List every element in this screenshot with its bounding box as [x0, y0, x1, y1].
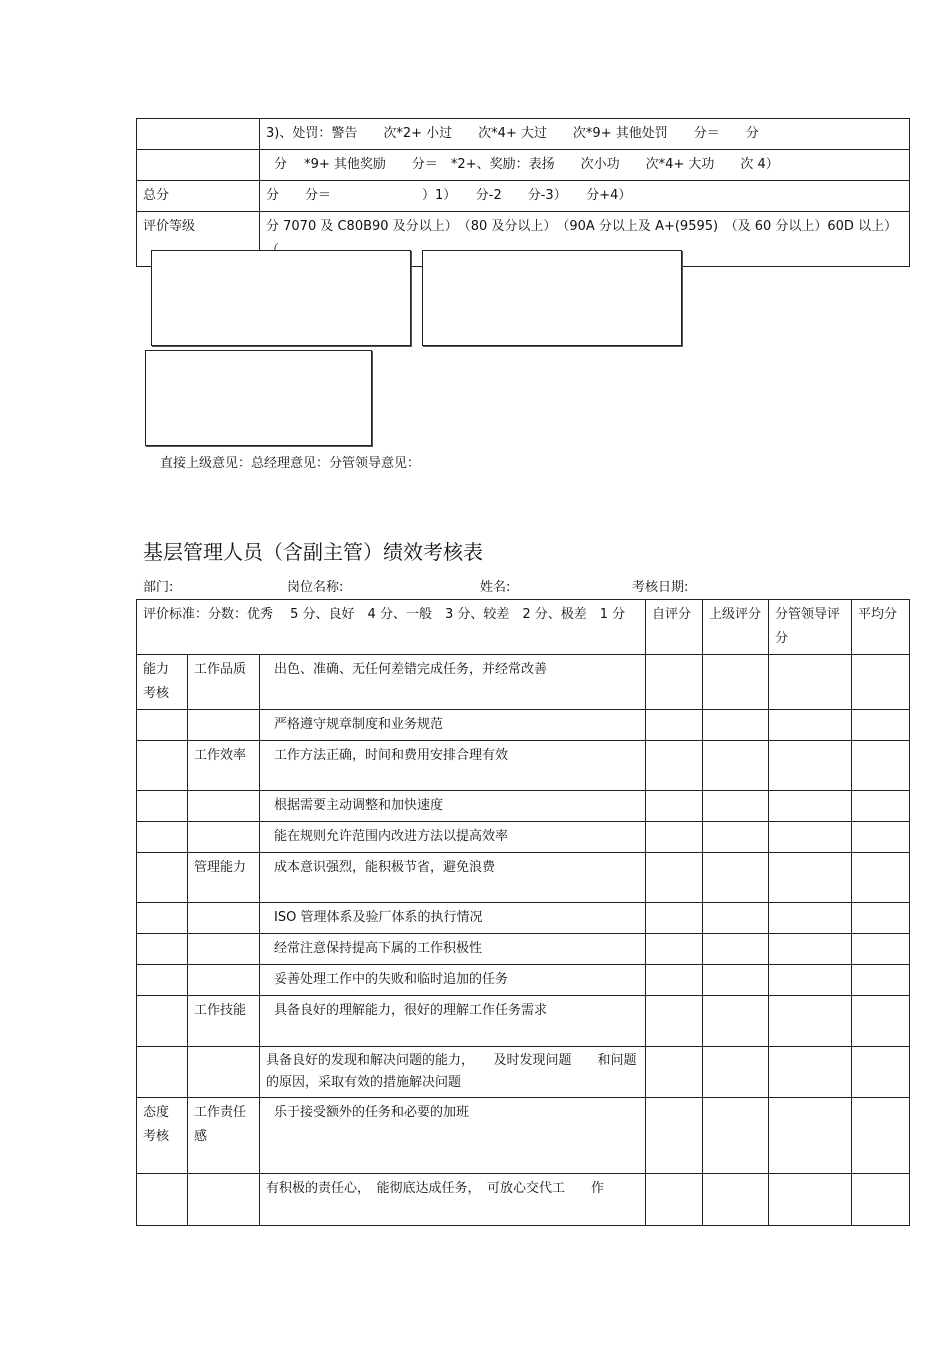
score-cell[interactable]: [703, 965, 769, 996]
division-leader-opinion-box[interactable]: [145, 350, 372, 446]
score-cell[interactable]: [703, 791, 769, 822]
score-cell[interactable]: [646, 791, 703, 822]
total-row: 分 分＝ ）1） 分-2 分-3） 分+4）: [260, 181, 910, 212]
score-cell[interactable]: [769, 853, 852, 903]
category-cell: 态度考核: [137, 1098, 188, 1174]
table-row: [137, 903, 910, 934]
score-cell[interactable]: [852, 965, 910, 996]
score-cell[interactable]: [852, 903, 910, 934]
score-cell[interactable]: [646, 934, 703, 965]
table-row: [137, 934, 910, 965]
score-cell[interactable]: [703, 903, 769, 934]
self-score-header: 自评分: [646, 600, 703, 655]
category-cell: [137, 710, 188, 741]
subcategory-cell: [188, 822, 260, 853]
subcategory-cell: [188, 934, 260, 965]
subcategory-cell: [188, 710, 260, 741]
general-manager-opinion-box[interactable]: [422, 250, 682, 346]
subcategory-cell: 管理能力: [188, 853, 260, 903]
grade-row: 分 7070 及 C80B90 及分以上） （80 及分以上） （90A 分以上及 A+(9595) （及 60 分以上）60D 以上）: [260, 212, 910, 267]
item-cell: 具备良好的理解能力，很好的理解工作任务需求: [260, 996, 646, 1047]
score-cell[interactable]: [646, 655, 703, 710]
total-label: 总分: [137, 181, 260, 212]
score-cell[interactable]: [852, 655, 910, 710]
score-cell[interactable]: [852, 934, 910, 965]
table-row: [137, 996, 910, 1047]
table-row: [137, 1047, 910, 1098]
score-cell[interactable]: [646, 822, 703, 853]
name-label: 姓名:: [480, 580, 511, 595]
score-cell[interactable]: [646, 853, 703, 903]
grade-label: 评价等级: [137, 212, 260, 267]
category-cell: [137, 965, 188, 996]
score-cell[interactable]: [703, 822, 769, 853]
subcategory-cell: [188, 965, 260, 996]
score-cell[interactable]: [703, 1047, 769, 1098]
row-label: [137, 150, 260, 181]
score-cell[interactable]: [769, 1047, 852, 1098]
table-row: [137, 741, 910, 791]
item-cell: 出色、准确、无任何差错完成任务，并经常改善: [260, 655, 646, 710]
evaluation-table: [136, 599, 910, 1226]
table-row: [137, 655, 910, 710]
penalty-row: 3)、处罚：警告 次*2+ 小过 次*4+ 大过 次*9+ 其他处罚 分＝ 分: [260, 119, 910, 150]
subcategory-cell: 工作效率: [188, 741, 260, 791]
subcategory-cell: 工作技能: [188, 996, 260, 1047]
score-cell[interactable]: [646, 741, 703, 791]
item-cell: 乐于接受额外的任务和必要的加班: [260, 1098, 646, 1174]
score-cell[interactable]: [769, 710, 852, 741]
category-cell: [137, 1174, 188, 1226]
criteria-header: 评价标准：分数：优秀 5 分、良好 4 分、一般 3 分、较差 2 分、极差 1 分: [137, 600, 646, 655]
department-label: 部门:: [143, 580, 174, 595]
score-cell[interactable]: [703, 853, 769, 903]
row-label: [137, 119, 260, 150]
position-label: 岗位名称:: [287, 580, 344, 595]
score-cell[interactable]: [769, 1174, 852, 1226]
score-cell[interactable]: [703, 655, 769, 710]
item-cell: 能在规则允许范围内改进方法以提高效率: [260, 822, 646, 853]
date-label: 考核日期:: [632, 580, 689, 595]
score-cell[interactable]: [703, 710, 769, 741]
score-cell[interactable]: [703, 996, 769, 1047]
item-cell: ISO 管理体系及验厂体系的执行情况: [260, 903, 646, 934]
table-row: [137, 1098, 910, 1174]
category-cell: [137, 934, 188, 965]
category-cell: [137, 741, 188, 791]
score-cell[interactable]: [852, 1098, 910, 1174]
score-cell[interactable]: [852, 822, 910, 853]
score-cell[interactable]: [646, 996, 703, 1047]
superior-score-header: 上级评分: [703, 600, 769, 655]
subcategory-cell: [188, 791, 260, 822]
category-cell: [137, 853, 188, 903]
score-cell[interactable]: [769, 903, 852, 934]
score-cell[interactable]: [852, 741, 910, 791]
score-cell[interactable]: [852, 1047, 910, 1098]
subcategory-cell: [188, 903, 260, 934]
score-cell[interactable]: [769, 822, 852, 853]
score-cell[interactable]: [769, 791, 852, 822]
table-row: [137, 853, 910, 903]
table-row: [137, 1174, 910, 1226]
score-cell[interactable]: [769, 741, 852, 791]
score-cell[interactable]: [852, 710, 910, 741]
item-cell: 妥善处理工作中的失败和临时追加的任务: [260, 965, 646, 996]
score-cell[interactable]: [646, 710, 703, 741]
item-cell: 成本意识强烈，能积极节省，避免浪费: [260, 853, 646, 903]
score-cell[interactable]: [769, 655, 852, 710]
item-cell: 根据需要主动调整和加快速度: [260, 791, 646, 822]
direct-superior-opinion-box[interactable]: [151, 250, 411, 346]
average-score-header: 平均分: [852, 600, 910, 655]
manager-score-header: 分管领导评分: [769, 600, 852, 655]
reward-row: 分 *9+ 其他奖励 分＝ *2+、奖励：表扬 次小功 次*4+ 大功 次 4）: [260, 150, 910, 181]
score-cell[interactable]: [852, 1174, 910, 1226]
category-cell: [137, 996, 188, 1047]
category-cell: [137, 1047, 188, 1098]
score-cell[interactable]: [703, 741, 769, 791]
table-row: [137, 965, 910, 996]
item-cell: 工作方法正确，时间和费用安排合理有效: [260, 741, 646, 791]
table-row: [137, 710, 910, 741]
score-cell[interactable]: [769, 1098, 852, 1174]
score-cell[interactable]: [646, 1174, 703, 1226]
score-cell[interactable]: [646, 1047, 703, 1098]
score-cell[interactable]: [769, 996, 852, 1047]
item-cell: 有积极的责任心， 能彻底达成任务， 可放心交代工 作: [260, 1174, 646, 1226]
category-cell: [137, 791, 188, 822]
table-row: [137, 791, 910, 822]
summary-table: [136, 118, 910, 267]
score-cell[interactable]: [852, 791, 910, 822]
form-title: 基层管理人员（含副主管）绩效考核表: [143, 540, 483, 564]
table-row: [137, 822, 910, 853]
subcategory-cell: 工作责任感: [188, 1098, 260, 1174]
subcategory-cell: 工作品质: [188, 655, 260, 710]
item-cell: 严格遵守规章制度和业务规范: [260, 710, 646, 741]
score-cell[interactable]: [703, 1174, 769, 1226]
opinion-labels: 直接上级意见：总经理意见：分管领导意见：: [160, 456, 421, 471]
category-cell: [137, 822, 188, 853]
category-cell: [137, 903, 188, 934]
item-cell: 具备良好的发现和解决问题的能力， 及时发现问题 和问题的原因，采取有效的措施解决问题: [260, 1047, 646, 1098]
score-cell[interactable]: [852, 853, 910, 903]
category-cell: 能力考核: [137, 655, 188, 710]
score-cell[interactable]: [703, 1098, 769, 1174]
subcategory-cell: [188, 1047, 260, 1098]
score-cell[interactable]: [703, 934, 769, 965]
item-cell: 经常注意保持提高下属的工作积极性: [260, 934, 646, 965]
score-cell[interactable]: [769, 934, 852, 965]
score-cell[interactable]: [769, 965, 852, 996]
score-cell[interactable]: [646, 1098, 703, 1174]
score-cell[interactable]: [852, 996, 910, 1047]
score-cell[interactable]: [646, 903, 703, 934]
score-cell[interactable]: [646, 965, 703, 996]
subcategory-cell: [188, 1174, 260, 1226]
